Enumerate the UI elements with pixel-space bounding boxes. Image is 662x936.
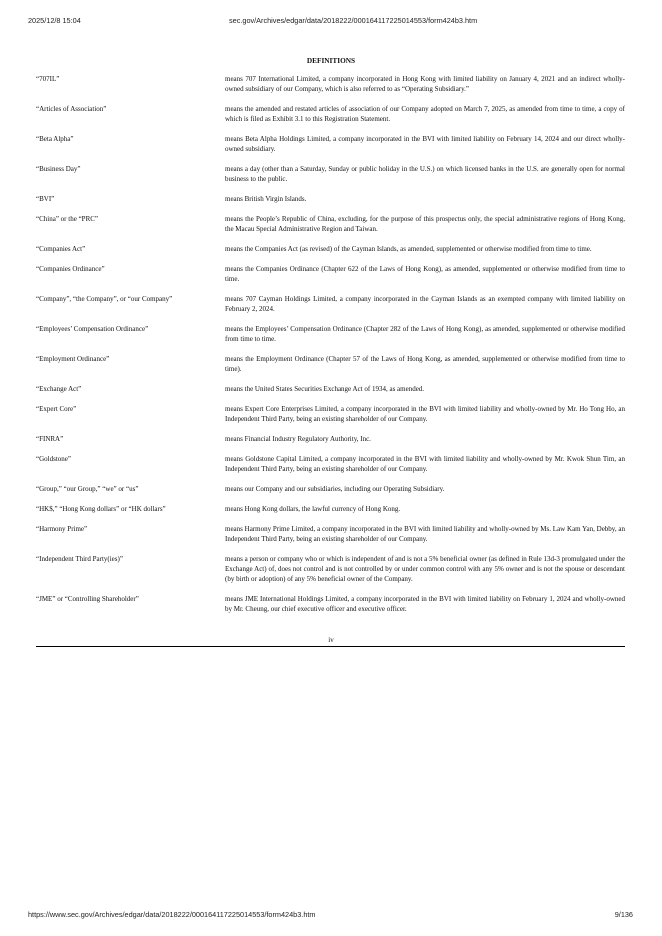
definition-text: means the Employees’ Compensation Ordinance (Chapter 282 of the Laws of Hong Kong), as amended, supplemented or otherwise modified from time to time.: [225, 325, 625, 343]
definition-row: [36, 294, 625, 314]
definition-row: [36, 504, 625, 514]
definition-term: “707IL”: [36, 75, 60, 83]
definition-text: means Harmony Prime Limited, a company incorporated in the BVI with limited liability and wholly-owned by Ms. Law Kam Yan, Debby, an Independent Third Party, being an existing shareholder of our Company.: [225, 525, 625, 543]
definition-term: “Employment Ordinance”: [36, 355, 110, 363]
definition-row: [36, 324, 625, 344]
definition-row: [36, 554, 625, 584]
definition-text: means British Virgin Islands.: [225, 195, 307, 203]
print-footer-url: https://www.sec.gov/Archives/edgar/data/2018222/000164117225014553/form424b3.htm: [28, 910, 316, 919]
definition-text: means the Employment Ordinance (Chapter 57 of the Laws of Hong Kong, as amended, supplemented or otherwise modified from time to time).: [225, 355, 625, 373]
definition-row: [36, 404, 625, 424]
definition-term: “HK$,” “Hong Kong dollars” or “HK dollars”: [36, 505, 166, 513]
definition-text: means 707 Cayman Holdings Limited, a company incorporated in the Cayman Islands as an exempted company with limited liability on February 2, 2024.: [225, 295, 625, 313]
print-page-count: 9/136: [614, 910, 633, 919]
definition-text: means Hong Kong dollars, the lawful currency of Hong Kong.: [225, 505, 401, 513]
definition-row: [36, 194, 625, 204]
definition-row: [36, 594, 625, 614]
definition-term: “Exchange Act”: [36, 385, 82, 393]
definition-term: “Articles of Association”: [36, 105, 107, 113]
definition-term: “Companies Act”: [36, 245, 86, 253]
definition-text: means the People’s Republic of China, excluding, for the purpose of this prospectus only, the special administrative regions of Hong Kong, the Macau Special Administrative Region and Taiwan.: [225, 215, 625, 233]
definition-term: “Expert Core”: [36, 405, 77, 413]
definition-text: means Financial Industry Regulatory Authority, Inc.: [225, 435, 371, 443]
definition-term: “Harmony Prime”: [36, 525, 88, 533]
definition-term: “Companies Ordinance”: [36, 265, 105, 273]
definition-text: means JME International Holdings Limited, a company incorporated in the BVI with limited liability on February 1, 2024 and wholly-owned by Mr. Cheung, our chief executive officer and executive officer.: [225, 595, 625, 613]
definition-text: means a day (other than a Saturday, Sunday or public holiday in the U.S.) on which licensed banks in the U.S. are generally open for normal business to the public.: [225, 165, 625, 183]
definition-row: [36, 434, 625, 444]
definition-text: means our Company and our subsidiaries, including our Operating Subsidiary.: [225, 485, 445, 493]
definition-term: “FINRA”: [36, 435, 64, 443]
definition-text: means the amended and restated articles of association of our Company adopted on March 7, 2025, as amended from time to time, a copy of which is filed as Exhibit 3.1 to this Registration Statement.: [225, 105, 625, 123]
definition-text: means Beta Alpha Holdings Limited, a company incorporated in the BVI with limited liability on February 14, 2024 and our direct wholly-owned subsidiary.: [225, 135, 625, 153]
definition-term: “China” or the “PRC”: [36, 215, 99, 223]
definition-text: means the Companies Ordinance (Chapter 622 of the Laws of Hong Kong), as amended, supplemented or otherwise modified from time to time.: [225, 265, 625, 283]
definition-term: “Beta Alpha”: [36, 135, 74, 143]
definition-term: “JME” or “Controlling Shareholder”: [36, 595, 139, 603]
definition-row: [36, 384, 625, 394]
page-divider: [36, 646, 625, 647]
definition-term: “Goldstone”: [36, 455, 71, 463]
definition-term: “Independent Third Party(ies)”: [36, 555, 123, 563]
definition-text: means a person or company who or which is independent of and is not a 5% beneficial owner (as defined in Rule 13d-3 promulgated under the Exchange Act) of, does not control and is not controlled by or under common control with any 5% owner and is not the spouse or descendant (by birth or adoption) of any 5% beneficial owner of the Company.: [225, 555, 625, 583]
print-datetime: 2025/12/8 15:04: [28, 16, 81, 25]
definition-term: “Employees’ Compensation Ordinance”: [36, 325, 149, 333]
definition-term: “Business Day”: [36, 165, 81, 173]
definition-text: means the United States Securities Exchange Act of 1934, as amended.: [225, 385, 425, 393]
definition-text: means Expert Core Enterprises Limited, a company incorporated in the BVI with limited liability and wholly-owned by Mr. Ho Tong Ho, an Independent Third Party, being an existing shareholder of our Company.: [225, 405, 625, 423]
definition-text: means the Companies Act (as revised) of the Cayman Islands, as amended, supplemented or otherwise modified from time to time.: [225, 245, 592, 253]
definition-row: [36, 104, 625, 124]
definition-row: [36, 484, 625, 494]
definition-row: [36, 454, 625, 474]
definition-term: “Company”, “the Company”, or “our Company”: [36, 295, 173, 303]
definition-text: means 707 International Limited, a company incorporated in Hong Kong with limited liability on January 4, 2021 and an indirect wholly-owned subsidiary of our Company, which is also referred to as “Operating Subsidiary.”: [225, 75, 625, 93]
definition-row: [36, 74, 625, 94]
definition-row: [36, 134, 625, 154]
page-number: iv: [328, 636, 334, 644]
definition-row: [36, 524, 625, 544]
definition-text: means Goldstone Capital Limited, a company incorporated in the BVI with limited liability and wholly-owned by Mr. Kwok Shun Tim, an Independent Third Party, being an existing shareholder of our Company.: [225, 455, 625, 473]
definition-term: “Group,” “our Group,” “we” or “us”: [36, 485, 139, 493]
definition-row: [36, 214, 625, 234]
definition-term: “BVI”: [36, 195, 55, 203]
definition-row: [36, 264, 625, 284]
definition-row: [36, 164, 625, 184]
print-header-url: sec.gov/Archives/edgar/data/2018222/000164117225014553/form424b3.htm: [229, 16, 478, 25]
definition-row: [36, 244, 625, 254]
definition-row: [36, 354, 625, 374]
page-title: DEFINITIONS: [306, 56, 356, 65]
definitions-list: [36, 74, 625, 624]
